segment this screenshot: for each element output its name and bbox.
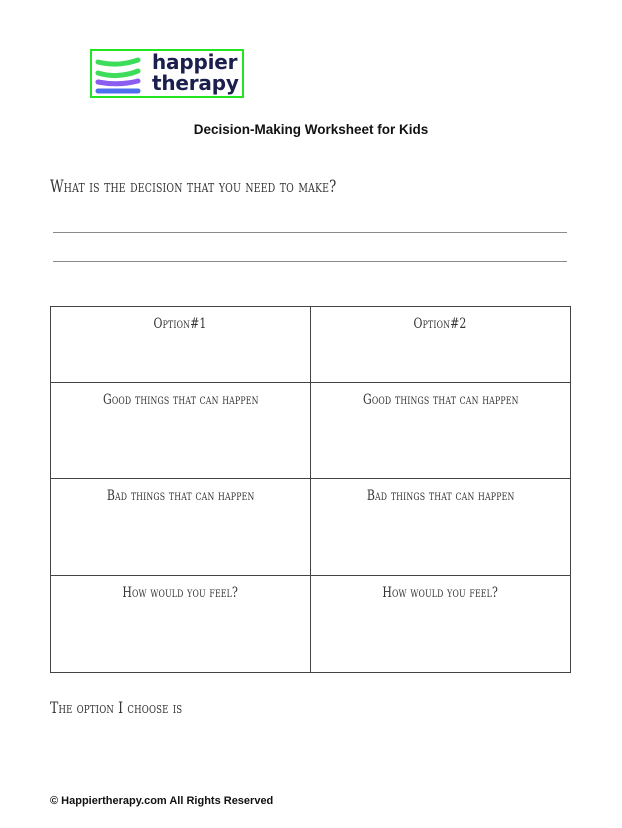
answer-line-2[interactable]	[53, 261, 567, 262]
feel-cell-1[interactable]	[51, 576, 311, 673]
good-things-label: Good things that can happen	[102, 392, 259, 408]
copyright-footer: © Happiertherapy.com All Rights Reserved	[50, 795, 274, 807]
bad-things-cell-1[interactable]	[51, 479, 311, 576]
logo-stripes-icon	[94, 55, 142, 95]
bad-things-label: Bad things that can happen	[106, 488, 255, 504]
good-things-cell-1[interactable]	[51, 383, 311, 479]
table-row-bad	[51, 479, 571, 576]
option-2-cell[interactable]	[311, 307, 571, 383]
option-2-label: Option#2	[413, 316, 468, 332]
logo-word-happier: happier	[152, 50, 238, 74]
logo-wordmark	[152, 52, 239, 94]
feel-label: How would you feel?	[122, 585, 239, 601]
worksheet-title: Decision-Making Worksheet for Kids	[193, 122, 429, 137]
decision-question: What is the decision that you need to make?	[50, 177, 337, 197]
option-1-label: Option#1	[153, 316, 208, 332]
good-things-label: Good things that can happen	[362, 392, 519, 408]
answer-line-1[interactable]	[53, 232, 567, 233]
bad-things-cell-2[interactable]	[311, 479, 571, 576]
happier-therapy-logo	[90, 49, 244, 98]
options-table	[50, 306, 571, 673]
bad-things-label: Bad things that can happen	[366, 488, 515, 504]
table-row-options	[51, 307, 571, 383]
option-1-cell[interactable]	[51, 307, 311, 383]
table-row-good	[51, 383, 571, 479]
feel-label: How would you feel?	[382, 585, 499, 601]
chosen-option-label: The option I choose is	[50, 698, 183, 717]
table-row-feel	[51, 576, 571, 673]
good-things-cell-2[interactable]	[311, 383, 571, 479]
logo-word-therapy: therapy	[152, 71, 239, 95]
feel-cell-2[interactable]	[311, 576, 571, 673]
